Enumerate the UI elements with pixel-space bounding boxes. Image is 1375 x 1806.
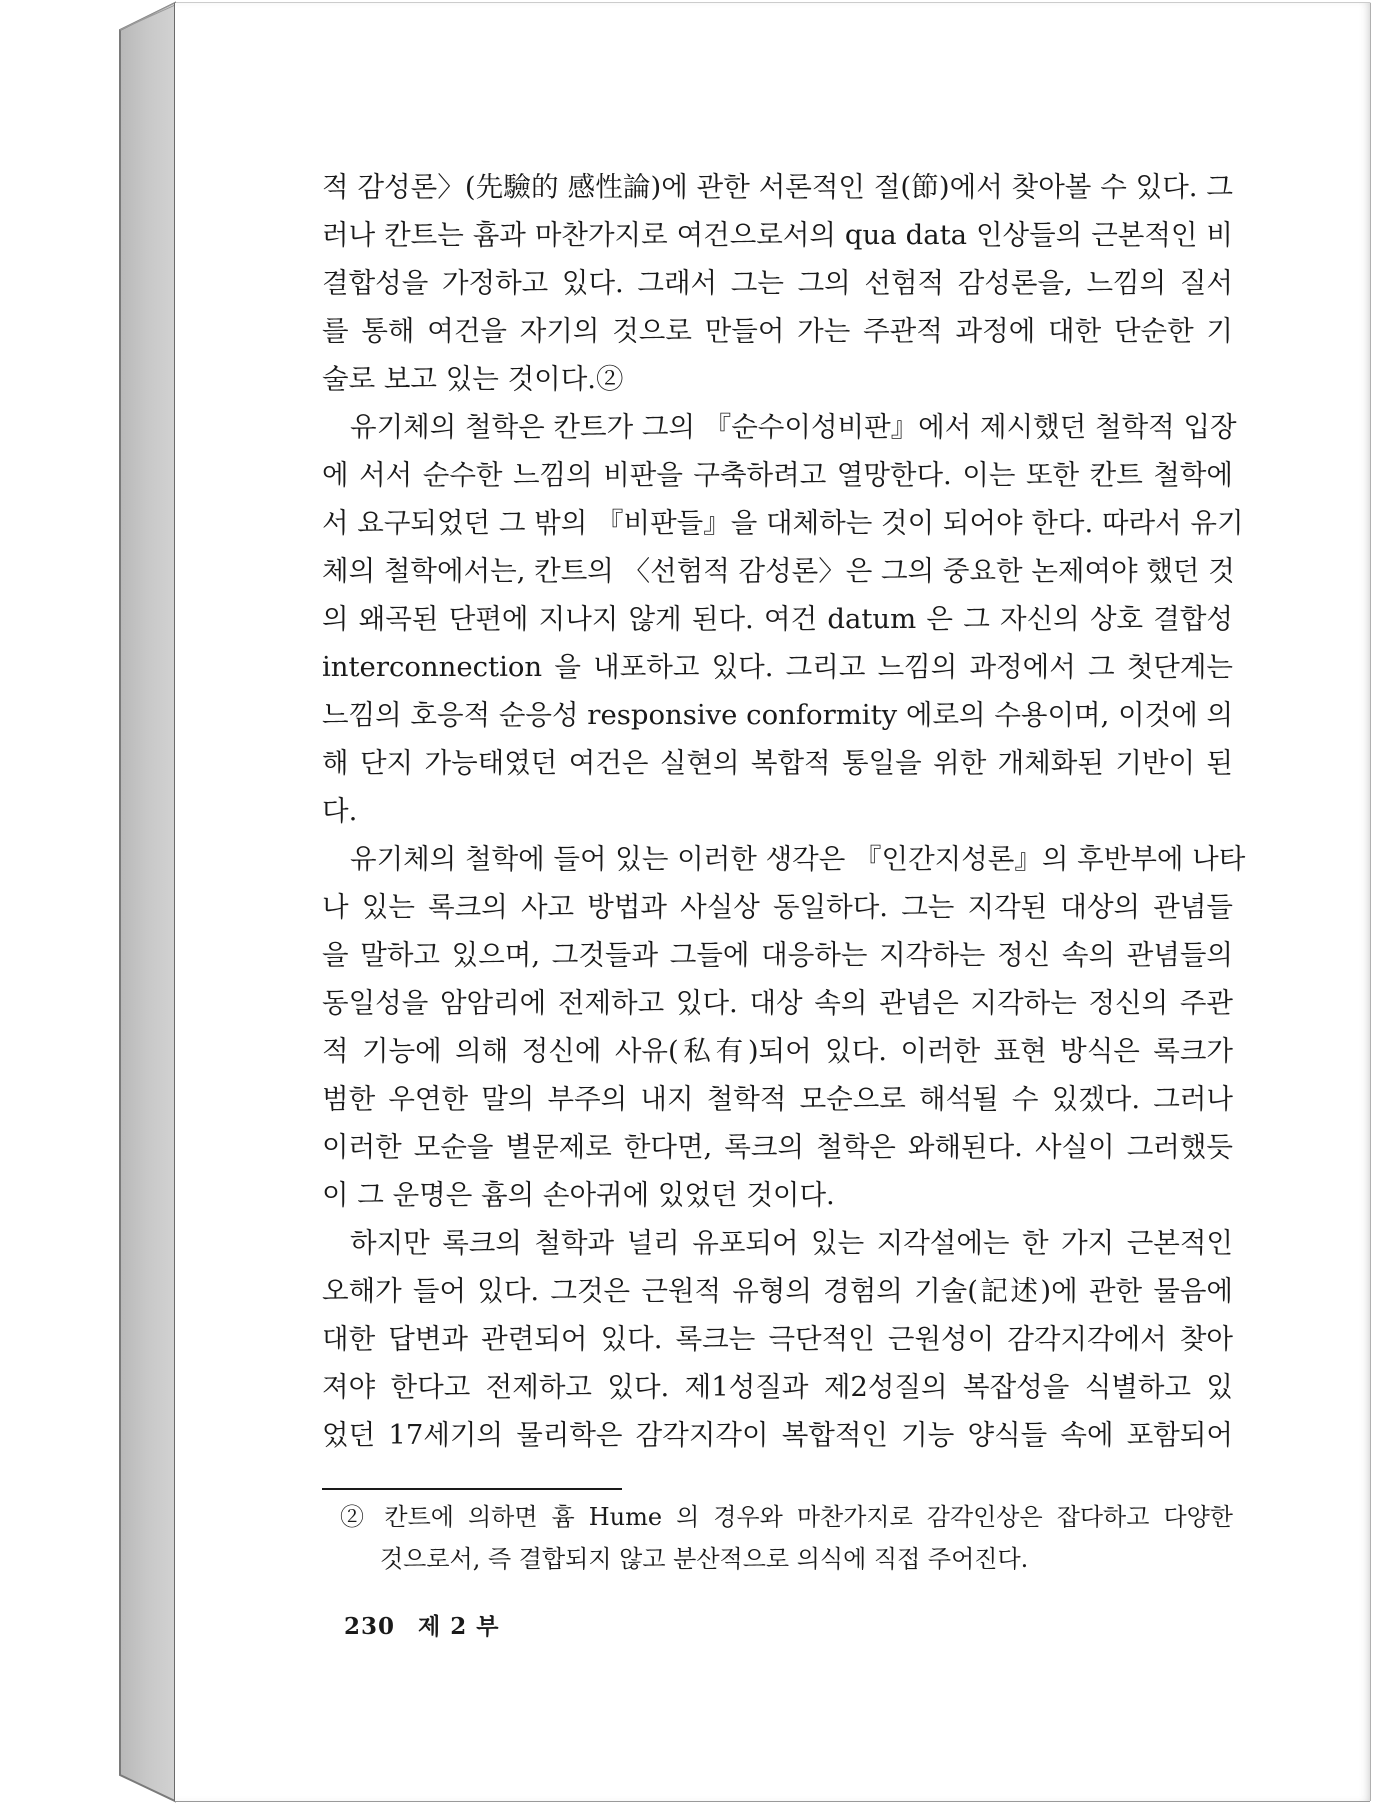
- paragraph-4: [322, 1219, 1233, 1459]
- text-line: 하지만 록크의 철학과 널리 유포되어 있는 지각설에는 한 가지 근본적인: [350, 1227, 1233, 1259]
- paragraph-1: [322, 163, 1233, 403]
- text-line: 동일성을 암암리에 전제하고 있다. 대상 속의 관념은 지각하는 정신의 주관: [322, 987, 1233, 1019]
- text-line: 을 말하고 있으며, 그것들과 그들에 대응하는 지각하는 정신 속의 관념들의: [322, 939, 1233, 971]
- text-line: 유기체의 철학에 들어 있는 이러한 생각은 『인간지성론』의 후반부에 나타: [350, 843, 1246, 875]
- text-line: 해 단지 가능태였던 여건은 실현의 복합적 통일을 위한 개체화된 기반이 된: [322, 747, 1233, 779]
- text-line: 결합성을 가정하고 있다. 그래서 그는 그의 선험적 감성론을, 느낌의 질서: [322, 267, 1233, 299]
- text-line: 의 왜곡된 단편에 지나지 않게 된다. 여건 datum 은 그 자신의 상호 결합성: [322, 603, 1233, 635]
- text-line: 이러한 모순을 별문제로 한다면, 록크의 철학은 와해된다. 사실이 그러했듯: [322, 1131, 1233, 1163]
- text-line: 다.: [322, 795, 358, 827]
- text-line: interconnection 을 내포하고 있다. 그리고 느낌의 과정에서 그 첫단계는: [322, 651, 1233, 683]
- text-line: 서 요구되었던 그 밖의 『비판들』을 대체하는 것이 되어야 한다. 따라서 유기: [322, 507, 1244, 539]
- paragraph-3: [322, 835, 1246, 1219]
- footnote: [340, 1496, 1233, 1580]
- text-line: 적 감성론〉(先驗的 感性論)에 관한 서론적인 절(節)에서 찾아볼 수 있다. 그: [322, 171, 1233, 203]
- text-line: 유기체의 철학은 칸트가 그의 『순수이성비판』에서 제시했던 철학적 입장: [350, 411, 1237, 443]
- page-footer: [344, 1608, 514, 1641]
- text-line: 체의 철학에서는, 칸트의 〈선험적 감성론〉은 그의 중요한 논제여야 했던 것: [322, 555, 1235, 587]
- text-line: 술로 보고 있는 것이다.②: [322, 363, 624, 395]
- text-line: 범한 우연한 말의 부주의 내지 철학적 모순으로 해석될 수 있겠다. 그러나: [322, 1083, 1233, 1115]
- text-line: 었던 17세기의 물리학은 감각지각이 복합적인 기능 양식들 속에 포함되어: [322, 1419, 1233, 1451]
- text-line: 대한 답변과 관련되어 있다. 록크는 극단적인 근원성이 감각지각에서 찾아: [322, 1323, 1233, 1355]
- footnote-line: ② 칸트에 의하면 흄 Hume 의 경우와 마찬가지로 감각인상은 잡다하고 다양한: [340, 1503, 1233, 1531]
- text-line: 이 그 운명은 흄의 손아귀에 있었던 것이다.: [322, 1179, 835, 1211]
- text-line: 나 있는 록크의 사고 방법과 사실상 동일하다. 그는 지각된 대상의 관념들: [322, 891, 1233, 923]
- text-line: 를 통해 여건을 자기의 것으로 만들어 가는 주관적 과정에 대한 단순한 기: [322, 315, 1233, 347]
- text-line: 오해가 들어 있다. 그것은 근원적 유형의 경험의 기술(記述)에 관한 물음에: [322, 1275, 1233, 1307]
- body-text: [322, 163, 1246, 1459]
- text-line: 느낌의 호응적 순응성 responsive conformity 에로의 수용이며, 이것에 의: [322, 699, 1234, 731]
- text-line: 러나 칸트는 흄과 마찬가지로 여건으로서의 qua data 인상들의 근본적인 비: [322, 219, 1233, 251]
- page-number: 230: [344, 1613, 396, 1640]
- text-line: 에 서서 순수한 느낌의 비판을 구축하려고 열망한다. 이는 또한 칸트 철학에: [322, 459, 1233, 491]
- footnote-line: 것으로서, 즉 결합되지 않고 분산적으로 의식에 직접 주어진다.: [380, 1545, 1029, 1573]
- paragraph-2: [322, 403, 1244, 835]
- part-label: 제 2 부: [418, 1613, 500, 1640]
- text-line: 져야 한다고 전제하고 있다. 제1성질과 제2성질의 복잡성을 식별하고 있: [322, 1371, 1233, 1403]
- footnote-divider: [322, 1488, 622, 1490]
- text-line: 적 기능에 의해 정신에 사유(私有)되어 있다. 이러한 표현 방식은 록크가: [322, 1035, 1233, 1067]
